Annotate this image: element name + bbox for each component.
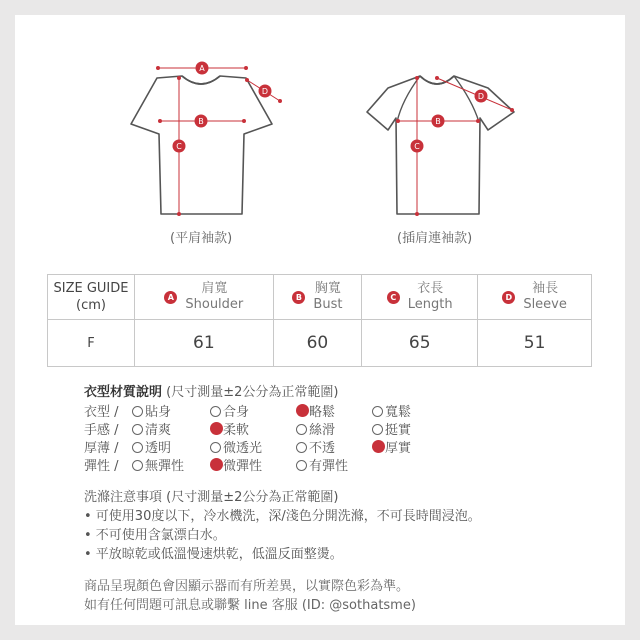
svg-text:D: D [477,92,485,101]
column-shoulder [135,275,274,320]
column-label-zh: 肩寬 [201,281,228,296]
material-option-label: 合身 [223,405,250,420]
material-option-label: 柔軟 [223,423,250,438]
svg-text:C: C [414,142,420,151]
radio-circle-icon [210,406,221,417]
caption-flat-shoulder: (平肩袖款) [170,231,233,246]
svg-text:A: A [199,64,205,73]
size-cell: F [48,320,135,367]
size-table-header [48,275,592,320]
column-label-zh: 袖長 [532,281,559,296]
radio-circle-icon [296,424,307,435]
badge-c [173,140,186,153]
material-row [84,437,484,455]
material-option-label: 清爽 [145,423,172,438]
svg-text:D: D [261,87,269,96]
radio-circle-icon [296,442,307,453]
material-option-label: 絲滑 [309,423,336,438]
radio-circle-icon [372,406,383,417]
material-option-label: 挺實 [385,423,412,438]
material-option-label: 透明 [145,441,172,456]
material-option [372,401,411,420]
radio-circle-icon [372,424,383,435]
material-option-label: 貼身 [145,405,172,420]
material-row [84,401,484,419]
value-shoulder: 61 [135,320,274,367]
material-row-label: 厚薄 / [84,441,119,456]
list-item: • 不可使用含氯漂白水。 [84,528,226,543]
size-guide-unit: (cm) [76,298,106,313]
svg-text:C: C [176,142,182,151]
radio-circle-icon [132,424,143,435]
material-option [210,437,262,456]
badge-c [411,140,424,153]
column-label-en: Bust [313,297,343,312]
size-table [47,274,592,367]
radio-circle-icon [210,442,221,453]
column-length [362,275,478,320]
value-bust: 60 [273,320,362,367]
badge-d [259,85,272,98]
badge-b [432,115,445,128]
column-label-zh: 胸寬 [314,281,341,296]
material-option [210,455,262,474]
radio-circle-icon [132,460,143,471]
raglan-tshirt [367,76,514,216]
garment-diagrams [0,0,640,230]
column-bust [273,275,362,320]
value-sleeve: 51 [478,320,592,367]
material-option [296,455,348,474]
radio-circle-icon [132,406,143,417]
badge-d: D [502,291,515,304]
material-option-label: 微彈性 [223,459,263,474]
washing-note: (尺寸測量±2公分為正常範圍) [166,490,339,505]
washing-title [84,488,481,507]
material-option [210,401,249,420]
column-label-en: Sleeve [523,297,567,312]
column-label-zh: 衣長 [417,281,444,296]
material-row [84,419,484,437]
column-label-en: Shoulder [185,297,244,312]
material-option-label: 無彈性 [145,459,185,474]
selected-dot-icon [296,404,309,417]
column-label-en: Length [407,297,453,312]
size-guide-label: SIZE GUIDE [53,281,129,296]
selected-dot-icon [210,422,223,435]
badge-a [196,62,209,75]
badge-b: B [292,291,305,304]
material-row-label: 手感 / [84,423,119,438]
material-row-label: 彈性 / [84,459,119,474]
material-option [132,455,184,474]
badge-c: C [387,291,400,304]
material-option [372,419,411,438]
material-option [296,401,335,420]
material-rows [84,401,484,473]
material-heading: 衣型材質說明 [84,385,163,400]
material-option [132,401,171,420]
washing-section [84,488,481,564]
size-guide-cell [48,275,135,320]
washing-heading: 洗滌注意事項 [84,490,163,505]
table-row [48,320,592,367]
material-row [84,455,484,473]
selected-dot-icon [210,458,223,471]
radio-circle-icon [132,442,143,453]
value-length: 65 [362,320,478,367]
material-option-label: 微透光 [223,441,263,456]
material-option [132,419,171,438]
material-option [210,419,249,438]
material-option [296,437,335,456]
selected-dot-icon [372,440,385,453]
material-option-label: 略鬆 [309,405,336,420]
material-section [84,381,484,473]
material-option-label: 厚實 [385,441,412,456]
column-sleeve [478,275,592,320]
footer-notes [84,577,416,615]
material-title [84,381,484,401]
radio-circle-icon [296,460,307,471]
contact-info: 如有任何問題可訊息或聯繫 line 客服 (ID: @sothatsme) [84,598,416,613]
material-option [132,437,171,456]
svg-text:B: B [198,117,204,126]
badge-d [475,90,488,103]
list-item: • 可使用30度以下，冷水機洗，深/淺色分開洗滌，不可長時間浸泡。 [84,509,481,524]
material-row-label: 衣型 / [84,405,119,420]
material-option [372,437,411,456]
list-item: • 平放晾乾或低溫慢速烘乾，低溫反面整燙。 [84,547,343,562]
color-disclaimer: 商品呈現顏色會因顯示器而有所差異，以實際色彩為準。 [84,579,410,594]
svg-text:B: B [435,117,441,126]
material-note: (尺寸測量±2公分為正常範圍) [166,385,339,400]
flat-shoulder-tshirt [131,62,282,217]
material-option-label: 不透 [309,441,336,456]
badge-a: A [164,291,177,304]
material-option-label: 有彈性 [309,459,349,474]
material-option [296,419,335,438]
caption-raglan: (插肩連袖款) [397,231,473,246]
badge-b [195,115,208,128]
material-option-label: 寬鬆 [385,405,412,420]
